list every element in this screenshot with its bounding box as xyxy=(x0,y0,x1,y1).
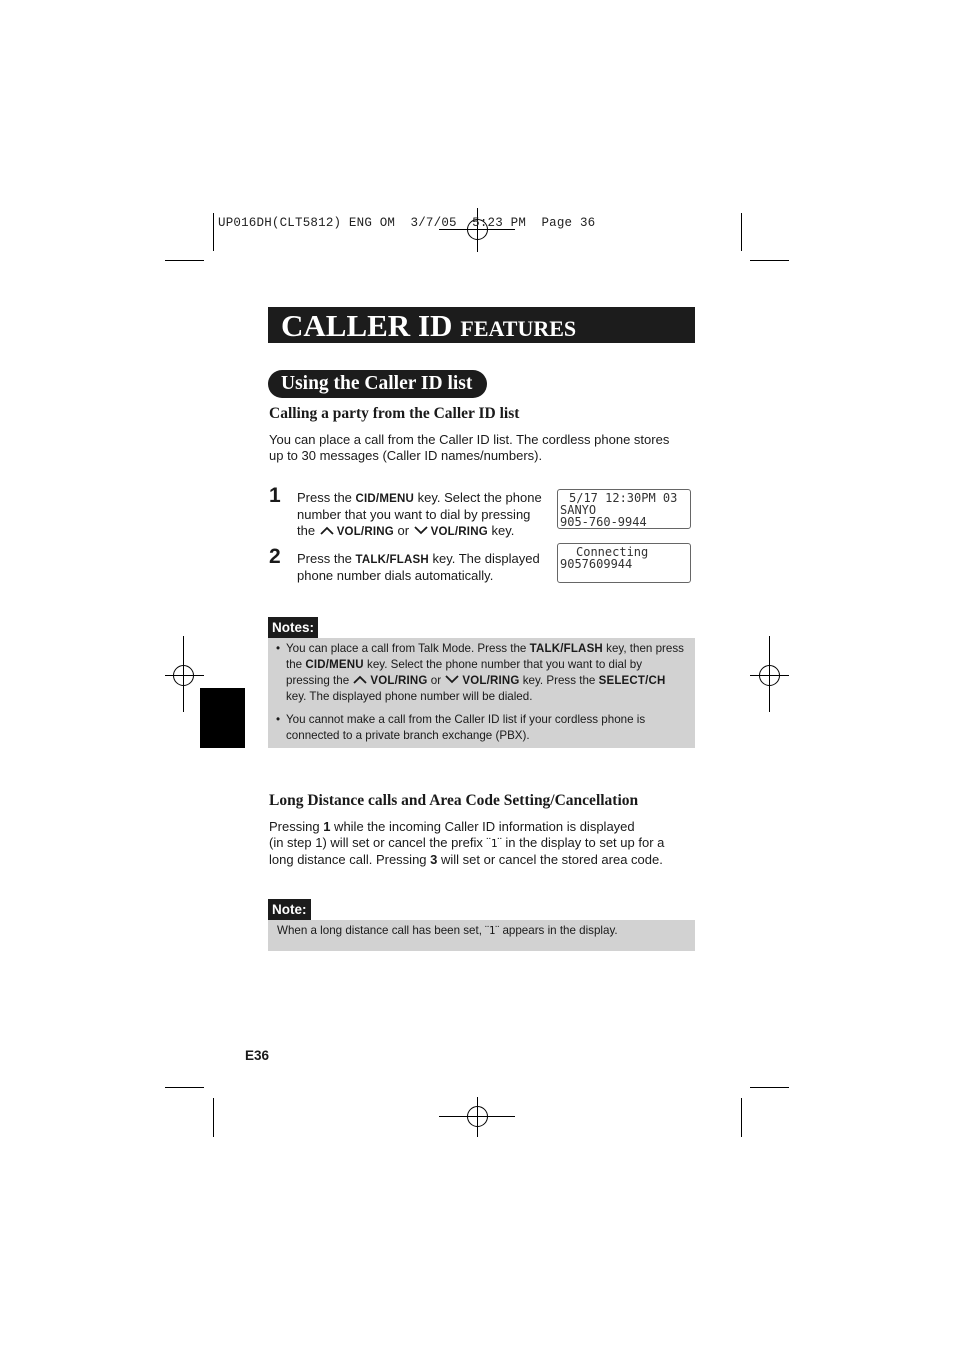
key-label: SELECT/CH xyxy=(598,675,666,687)
key-label: VOL/RING xyxy=(370,675,428,687)
crop-mark xyxy=(213,213,214,251)
step-number: 2 xyxy=(269,545,281,568)
lcd-display xyxy=(557,489,691,529)
note-label: Note: xyxy=(268,899,311,920)
crop-mark xyxy=(213,1098,214,1137)
subsection-heading: Long Distance calls and Area Code Setting/Cancellation xyxy=(269,792,639,809)
note-box xyxy=(268,920,695,951)
lcd-line: 905-760-9944 xyxy=(560,515,647,529)
key-label: CID/MENU xyxy=(355,493,414,505)
lcd-line: Connecting xyxy=(576,545,649,559)
lcd-display xyxy=(557,543,691,583)
down-arrow-icon xyxy=(414,526,428,535)
long-distance-paragraph: Pressing 1 while the incoming Caller ID information is displayed (in step 1) will set or cancel the prefix ¨1¨ in the display to set up for a long distance call. Pressing 3 will set or cancel the stored area code. xyxy=(269,819,665,867)
intro-paragraph xyxy=(269,432,699,464)
key-label: VOL/RING xyxy=(336,526,394,538)
up-arrow-icon xyxy=(353,675,367,684)
section-tab-marker xyxy=(200,688,245,748)
crop-mark xyxy=(741,1098,742,1137)
key-label: VOL/RING xyxy=(462,675,520,687)
lcd-line: 9057609944 xyxy=(560,557,633,571)
up-arrow-icon xyxy=(320,526,334,535)
key-label: CID/MENU xyxy=(305,659,364,671)
page-number: E36 xyxy=(245,1048,270,1063)
step-number: 1 xyxy=(269,484,281,507)
page-title-bar xyxy=(268,307,695,343)
key-label: TALK/FLASH xyxy=(529,643,603,655)
step-2-text: Press the TALK/FLASH key. The displayed phone number dials automatically. xyxy=(297,551,540,583)
intro-line: You can place a call from the Caller ID list. The cordless phone stores xyxy=(269,432,670,447)
crop-mark xyxy=(750,1087,789,1088)
lcd-line: SANYO xyxy=(560,503,597,517)
key-label: VOL/RING xyxy=(430,526,488,538)
down-arrow-icon xyxy=(445,675,459,684)
intro-line: up to 30 messages (Caller ID names/numbers). xyxy=(269,448,543,463)
note-item: • You can place a call from Talk Mode. Press the TALK/FLASH key, then press the CID/MENU key. Select the phone number that you want to dial by pressing the VOL/RING or VOL/RING key. Press the SELECT/CH key. The displayed phone number will be dialed. xyxy=(276,641,688,705)
page-title xyxy=(281,308,576,344)
crop-mark xyxy=(741,213,742,251)
note-text: When a long distance call has been set, ¨1¨ appears in the display. xyxy=(277,924,618,937)
page-title-sub: FEATURES xyxy=(460,316,577,341)
crop-mark xyxy=(165,1087,204,1088)
page-title-main: CALLER ID xyxy=(281,308,453,343)
notes-label: Notes: xyxy=(268,617,318,638)
key-label: TALK/FLASH xyxy=(355,554,429,566)
crop-mark xyxy=(165,260,204,261)
crop-mark xyxy=(750,260,789,261)
notes-box xyxy=(268,638,695,748)
print-header: UP016DH(CLT5812) ENG OM 3/7/05 5:23 PM Page 36 xyxy=(218,216,596,230)
note-item: • You cannot make a call from the Caller ID list if your cordless phone is connected to a private branch exchange (PBX). xyxy=(276,712,688,744)
lcd-line: 5/17 12:30PM 03 xyxy=(569,491,678,505)
section-title: Using the Caller ID list xyxy=(268,370,487,398)
step-1-text: Press the CID/MENU key. Select the phone number that you want to dial by pressing the VOL/RING or VOL/RING key. xyxy=(297,490,542,538)
subsection-heading: Calling a party from the Caller ID list xyxy=(269,405,520,422)
